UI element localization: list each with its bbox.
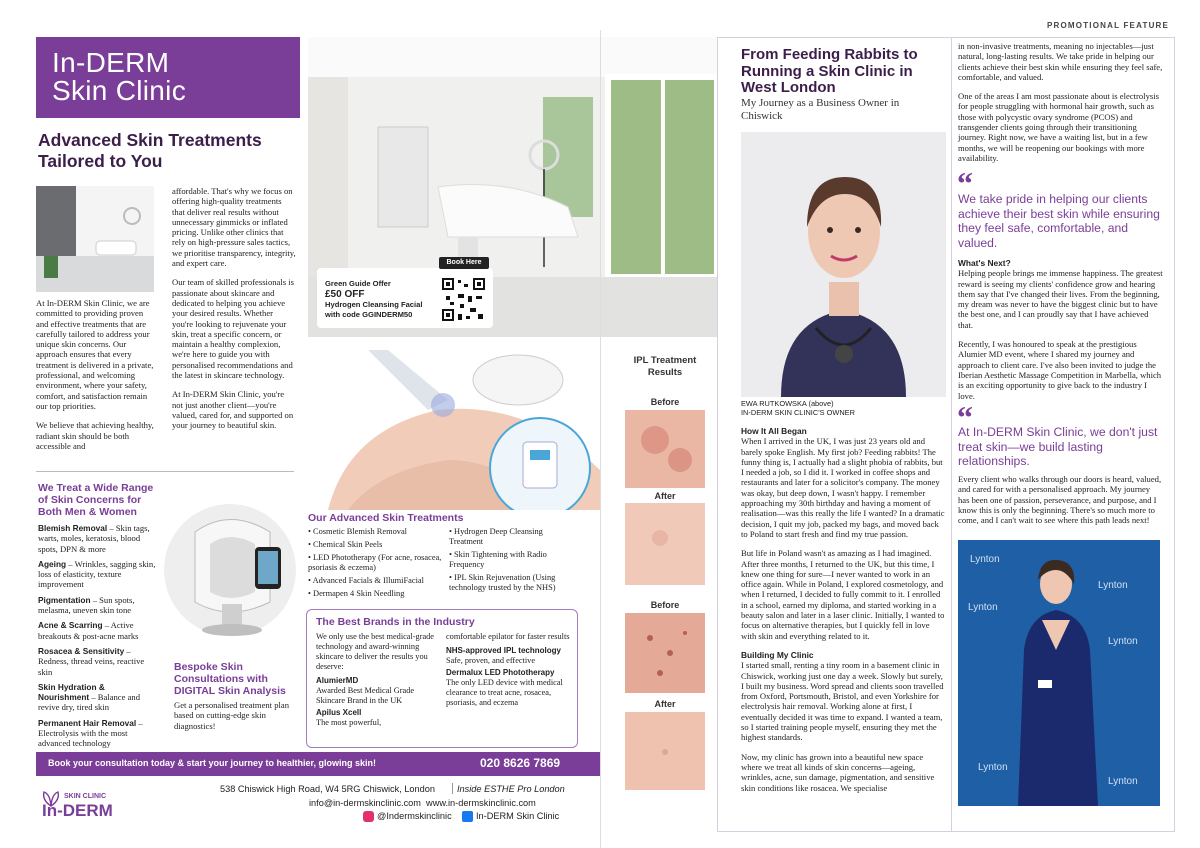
facebook-icon[interactable] [462,811,473,822]
logo-line-1: In-DERM [52,47,170,78]
concern-name: Acne & Scarring [38,620,103,631]
bespoke-title: Bespoke Skin Consultations with DIGITAL Skin Analysis [174,661,286,697]
brand-alumier-text: Awarded Best Medical Grade Skincare Brand in the UK [316,686,415,705]
event-photo [958,540,1160,806]
banner-word: Lynton [1108,636,1138,647]
clinic-logo-box [36,37,300,118]
concern-desc: – Balance and revive dry, tired skin [38,692,140,713]
ipl-after-label: After [654,491,676,501]
qr-code-icon[interactable] [440,276,487,323]
brand-dermalux-heading: Dermalux LED Phototherapy [446,668,555,677]
brand-nhs-heading: NHS-approved IPL technology [446,646,561,655]
col2-para-2: One of the areas I am most passionate about is electrolysis for people struggling with hormonal hair growth, such as those with polycystic ovary syndrome (PCOS) and transgender clients going through their transitioning journey. Right now, we have a waiting list, but in a few months, we will be reopening our bookings with more availability. [958,91,1159,163]
instagram-icon[interactable] [363,811,374,822]
footer-brand-small: SKIN CLINIC [64,793,106,800]
caption-role: IN-DERM SKIN CLINIC'S OWNER [741,408,855,417]
ipl-before-photo-2 [625,613,705,693]
concern-item [38,718,156,749]
caption-name: EWA RUTKOWSKA (above) [741,399,834,408]
article-col-1 [741,426,946,802]
concern-item [38,646,156,677]
brand-apilus-heading: Apilus Xcell [316,708,362,717]
article-col-2 [958,41,1163,172]
concern-name: Skin Hydration & Nourishment [38,681,105,703]
quote-mark-icon: “ [957,399,973,435]
concern-desc: – Redness, thread veins, reactive skin [38,645,145,677]
whats-next-para-2: Recently, I was honoured to speak at the prestigious Alumier MD event, where I shared my journey and approach to client care. I've also been invited to judge the Iberian Aesthetic Massage Competition in Marbella, which is an exciting opportunity to give back to the industry I love. [958,339,1162,401]
footer-brand-big: In-DERM [42,801,113,820]
building-para-1: I started small, renting a tiny room in a basement clinic in Chiswick, working just one day a week. Slowly but surely, I built my business. Word spread and clients soon travelled from Oxford, Portsmouth, Bristol, and even Yorkshire for electrolysis hair removal. Working alone at first, I eventually decided it was time to expand. I wanted a team, so I started training people myself, ensuring they met the highest standards. [741,660,944,743]
concern-name: Permanent Hair Removal [38,717,137,728]
intro-para-1: At In-DERM Skin Clinic, we are committed to providing proven and effective treatments that are carefully tailored to address your unique skin concerns. Our approach ensures that every treatment is delivered in a private, professional, and welcoming environment, where your safety, comfort, and satisfaction remain our top priorities. [36,298,154,411]
treatments-col-2 [449,527,573,596]
building-clinic-heading: Building My Clinic [741,649,814,660]
how-it-began-heading: How It All Began [741,426,807,436]
facial-treatment-photo [308,350,600,510]
how-it-began-para-2: But life in Poland wasn't as amazing as I had imagined. After three months, I returned to the UK, but this time, I knew one thing for sure—I never wanted to work in an office again. While in Poland, I explored cosmetology, and when I returned, I decided to fully commit to it. I enrolled in a school, earned my diploma, and started working in a beauty salon and later in a laser clinic. Initially, I wanted to focus on alternative therapies, but I quickly fell in love with skin and everything related to it. [741,548,945,641]
concern-name: Rosacea & Sensitivity [38,645,125,656]
treatment-item: • Advanced Facials & IllumiFacial [308,576,424,585]
footer-instagram[interactable]: @Indermskinclinic [377,811,452,821]
concerns-title: We Treat a Wide Range of Skin Concerns for Both Men & Women [38,482,154,518]
ipl-before-label: Before [650,600,680,610]
concern-desc: – Wrinkles, sagging skin, loss of elasticity, texture improvement [38,558,156,590]
column-divider [951,37,952,832]
quote-mark-icon: “ [957,165,973,201]
concern-desc: – Skin tags, warts, moles, keratosis, blood spots, DPN & more [38,523,150,554]
concern-item [38,523,156,554]
footer-facebook[interactable]: In-DERM Skin Clinic [476,811,560,821]
article-title: From Feeding Rabbits to Running a Skin Clinic in West London [741,46,918,96]
banner-word: Lynton [968,602,998,613]
building-para-2: Now, my clinic has grown into a beautiful new space where we treat all kinds of skin concerns—ageing, wrinkles, acne, sun damage, pigmentation, and sensitive skin conditions like rosacea. We specialise [741,751,935,793]
intro-para-3: affordable. That's why we focus on offering high-quality treatments that deliver real results without unnecessary gimmicks or inflated pricing. Unlike other clinics that rely on high-pressure sales tactics, we prioritise transparency, integrity, and expert care. [172,186,296,269]
brands-intro: We only use the best medical-grade technology and award-winning skincare to deliver the results you deserve: [316,632,434,671]
article-subtitle: My Journey as a Business Owner in Chiswick [741,97,900,122]
skin-analysis-device-photo [160,492,300,652]
cta-phone[interactable]: 020 8626 7869 [480,756,561,770]
page-gutter [600,30,601,848]
treatment-item: • LED Phototherapy (For acne, rosacea, psoriasis & eczema) [308,553,442,572]
book-here-button[interactable]: Book Here [439,257,489,269]
ipl-after-photo-1 [625,503,705,585]
banner-word: Lynton [1098,580,1128,591]
owner-portrait-photo [741,132,946,397]
treatment-item: • Chemical Skin Peels [308,540,383,549]
banner-word: Lynton [970,554,1000,565]
logo-line-2: Skin Clinic [52,75,187,106]
concern-name: Ageing [38,558,67,569]
intro-col-1 [36,298,156,460]
closing-paragraph: Every client who walks through our doors is heard, valued, and cared for with a personalised approach. My journey has been one of passion, perseverance, and purpose, and I know this is only the beginning. There's so much more to come, and I can't wait to see where this path leads next! [958,474,1162,526]
brand-alumier-heading: AlumierMD [316,676,359,685]
footer-address: 538 Chiswick High Road, W4 5RG Chiswick, London [220,784,435,794]
how-it-began-para-1: When I arrived in the UK, I was just 23 years old and barely spoke English. My first job? Feeding rabbits! The funny thing is, I actually had a slight phobia of rabbits, but I needed a job, so I did it. I worked in coffee shops and restaurants and later for a solicitor's company. The money was okay, but deep down, I wasn't happy. I remember approaching my 30th birthday and having a moment of realisation—was this really the life I wanted? In a dramatic decision, I quit my job, packed my bags, and moved back to Poland to start fresh and find my true passion. [741,436,945,539]
concern-desc: – Electrolysis with the most advanced technology [38,717,143,749]
whats-next-heading: What's Next? [958,258,1011,268]
footer-esthe: Inside ESTHE Pro London [457,784,565,794]
intro-para-5: At In-DERM Skin Clinic, you're not just another client—you're valued, cared for, and supported on your journey to beautiful skin. [172,389,294,431]
treatment-item: • Cosmetic Blemish Removal [308,527,408,536]
concern-item [38,682,156,713]
offer-product: Hydrogen Cleansing Facial [325,300,423,309]
intro-para-4: Our team of skilled professionals is passionate about skincare and dedicated to helping you achieve your desired results. Whether you're looking to rejuvenate your skin, treat a specific concern, or maintain a healthy complexion, we're here to guide you with personalised recommendations and the latest in skincare technology. [172,277,294,381]
promotional-feature-label: PROMOTIONAL FEATURE [1047,21,1170,30]
concern-name: Blemish Removal [38,523,108,533]
whats-next-block [958,258,1163,410]
treatment-item: • Hydrogen Deep Cleansing Treatment [449,527,543,546]
brands-col-2 [446,632,572,708]
brand-dermalux-text: The only LED device with medical clearance to treat acne, rosacea, psoriasis, and eczema [446,678,563,707]
treatments-col-1 [308,527,446,602]
offer-code: with code GGINDERM50 [325,310,413,319]
brand-nhs-text: Safe, proven, and effective [446,656,535,665]
offer-label: Green Guide Offer [325,279,391,288]
whats-next-para-1: Helping people brings me immense happiness. The greatest reward is seeing my clients' confidence grow and hearing them say that I've changed their lives. From the beginning, my dream was never to have the biggest clinic but to have the best one, and I can proudly say that I have achieved that. [958,268,1163,330]
ipl-before-photo-1 [625,410,705,488]
brand-apilus-continued: comfortable epilator for faster results [446,632,570,641]
ipl-results-title: IPL Treatment Results [633,355,697,378]
offer-card[interactable] [317,268,493,328]
clinic-interior-photo [36,186,154,292]
treatment-item: • Dermapen 4 Skin Needling [308,589,405,598]
brand-apilus-text: The most powerful, [316,718,382,727]
concern-item [38,595,156,616]
banner-word: Lynton [978,762,1008,773]
intro-para-2: We believe that achieving healthy, radiant skin should be both accessible and [36,420,154,451]
section-divider [36,471,294,472]
offer-amount: £50 OFF [325,289,365,300]
ipl-after-label: After [654,699,676,709]
page-headline: Advanced Skin Treatments Tailored to You [38,130,262,171]
brands-title: The Best Brands in the Industry [316,616,475,628]
pull-quote-1: We take pride in helping our clients achieve their best skin while ensuring they feel safe, comfortable, and valued. [958,192,1160,250]
bespoke-text: Get a personalised treatment plan based on cutting-edge skin diagnostics! [174,700,290,731]
treatment-item: • Skin Tightening with Radio Frequency [449,550,547,569]
ipl-after-photo-2 [625,712,705,790]
ipl-before-label: Before [650,397,680,407]
concern-item [38,559,156,590]
concern-name: Pigmentation [38,594,91,605]
concern-desc: – Sun spots, melasma, uneven skin tone [38,594,135,616]
footer-web[interactable]: info@in-dermskinclinic.com www.in-dermskinclinic.com [309,798,536,808]
treatment-item: • IPL Skin Rejuvenation (Using technology trusted by the NHS) [449,573,556,592]
pull-quote-2: At In-DERM Skin Clinic, we don't just treat skin—we build lasting relationships. [958,425,1158,468]
concern-desc: – Active breakouts & post-acne marks [38,620,139,641]
cta-text: Book your consultation today & start your journey to healthier, glowing skin! [48,758,377,768]
col2-para-1: in non-invasive treatments, meaning no injectables—just natural, long-lasting results. We take pride in helping our clients achieve their best skin while ensuring they feel safe, comfortable, and valued. [958,41,1163,82]
concern-item [38,620,156,641]
concerns-list [38,523,156,754]
intro-col-2 [172,186,296,440]
advanced-treatments-title: Our Advanced Skin Treatments [308,512,464,524]
banner-word: Lynton [1108,776,1138,787]
photo-caption [741,399,946,417]
brands-col-1 [316,632,438,728]
footer-separator [452,783,453,794]
